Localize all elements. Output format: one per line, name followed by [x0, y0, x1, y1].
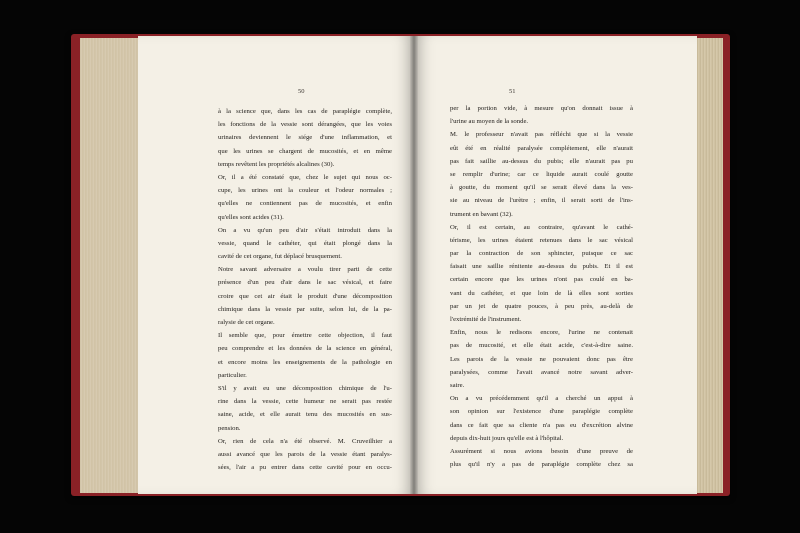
text-line: saire.	[450, 381, 465, 389]
text-line: l'urine au moyen de la sonde.	[450, 118, 529, 126]
text-line: trument en bavant (32).	[450, 210, 513, 218]
page-number: 51	[509, 88, 516, 95]
text-line: Assurément si nous avions besoin d'une preuve de	[450, 447, 633, 455]
page-number: 50	[298, 88, 305, 95]
text-line: ralysie de cet organe.	[218, 319, 275, 326]
text-line: M. le professeur n'avait pas réfléchi que si la vessie	[450, 131, 633, 139]
text-line: se remplir d'urine; car ce liquide aurait coulé goutte	[450, 170, 633, 178]
text-line: certain encore que les urines n'ont pas coulé en ba-	[450, 276, 633, 284]
text-line: aussi avancé que les parois de la vessie étant paralys-	[218, 450, 392, 458]
text-line: depuis dix-huit jours qu'elle est à l'hôpital.	[450, 434, 564, 442]
text-line: Or, il est certain, au contraire, qu'avant le cathé-	[450, 223, 633, 231]
text-line: sées, l'air a pu entrer dans cette cavité pour en occu-	[218, 464, 392, 472]
text-line: vant du cathéter, et que loin de là elles sont sorties	[450, 289, 633, 297]
text-line: présence d'un peu d'air dans le sac vésical, et faire	[218, 279, 392, 287]
text-line: Notre savant adversaire a voulu tirer parti de cette	[218, 266, 392, 274]
text-line: On a vu précédemment qu'il a cherché un appui à	[450, 395, 633, 403]
text-line: par la contraction de son sphincter, puisque ce sac	[450, 250, 633, 258]
right-page-text	[450, 102, 633, 471]
text-line: térisme, les urines étaient retenues dans le sac vésical	[450, 236, 633, 244]
text-line: On a vu qu'un peu d'air s'était introduit dans la	[218, 226, 392, 234]
text-line: rine dans la vessie, cette humeur ne serait pas restée	[218, 398, 392, 406]
text-line: saine, acide, et elle aurait tenu des mucosités en sus-	[218, 411, 392, 419]
text-line: per la portion vide, à mesure qu'on donnait issue à	[450, 105, 633, 112]
text-line: à la science que, dans les cas de paraplégie complète,	[218, 108, 392, 115]
text-line: et encore moins les enseignements de la pathologie en	[218, 358, 392, 366]
text-line: cupe, les urines ont la couleur et l'odeur normales ;	[218, 187, 392, 195]
text-line: à goutte, du moment qu'il se serait élevé dans la ves-	[450, 184, 633, 192]
book-gutter	[410, 36, 418, 494]
text-line: qu'elles ne contiennent pas de mucosités, et enfin	[218, 200, 392, 208]
text-line: chimique dans la vessie par suite, selon lui, de la pa-	[218, 305, 392, 313]
text-line: eût été en réalité paralysée complétement, elle n'aurait	[450, 144, 633, 152]
text-line: particulier.	[218, 371, 247, 379]
text-line: pas fait saillie au-dessus du pubis; elle n'aurait pas pu	[450, 157, 633, 165]
text-line: paralysées, comme l'avait avancé notre savant adver-	[450, 368, 633, 376]
text-line: Enfin, nous le redisons encore, l'urine ne contenait	[450, 329, 633, 337]
text-line: pas de mucosité, et elle était acide, c'est-à-dire saine.	[450, 342, 633, 350]
left-page-edges	[80, 38, 140, 493]
text-line: que les urines se chargent de mucosités, et en même	[218, 147, 392, 155]
text-line: qu'elles sont acides (31).	[218, 213, 284, 221]
text-line: Or, il a été constaté que, chez le sujet qui nous oc-	[218, 173, 392, 181]
text-line: Les parois de la vessie ne pouvaient donc pas être	[450, 355, 633, 363]
left-page	[138, 36, 414, 494]
text-line: S'il y avait eu une décomposition chimique de l'u-	[218, 384, 392, 392]
text-line: dans ce fait que sa cliente n'a pas eu d'excrétion alvine	[450, 421, 633, 429]
right-page-edges	[695, 38, 723, 493]
text-line: peu comprendre et les données de la science en général,	[218, 345, 392, 353]
text-line: Or, rien de cela n'a été observé. M. Cruveilhier a	[218, 437, 392, 445]
text-line: vessie, quand le cathéter, qui était plongé dans la	[218, 239, 392, 247]
text-line: urinaires deviennent le siége d'une inflammation, et	[218, 134, 392, 142]
text-line: pension.	[218, 424, 241, 432]
text-line: faisait une saillie rénitente au-dessus du pubis. Et il est	[450, 263, 633, 271]
text-line: temps revêtent les propriétés alcalines (30).	[218, 160, 335, 168]
text-line: cavité de cet organe, fut déplacé brusquement.	[218, 253, 342, 261]
left-page-text	[218, 105, 392, 474]
text-line: les fonctions de la vessie sont dérangées, que les voies	[218, 121, 392, 129]
text-line: croire que cet air était le produit d'une décomposition	[218, 292, 392, 300]
text-line: par un jet de quatre pouces, à peu près, au-delà de	[450, 302, 633, 310]
text-line: l'extrémité de l'instrument.	[450, 316, 522, 323]
text-line: Il semble que, pour émettre cette objection, il faut	[218, 332, 392, 340]
text-line: plus qu'il n'y a pas de paraplégie complète chez sa	[450, 461, 633, 469]
right-page	[414, 36, 697, 494]
text-line: son opinion sur l'existence d'une paraplégie complète	[450, 408, 633, 416]
text-line: sie au niveau de l'urètre ; enfin, il serait sorti de l'ins-	[450, 197, 633, 205]
